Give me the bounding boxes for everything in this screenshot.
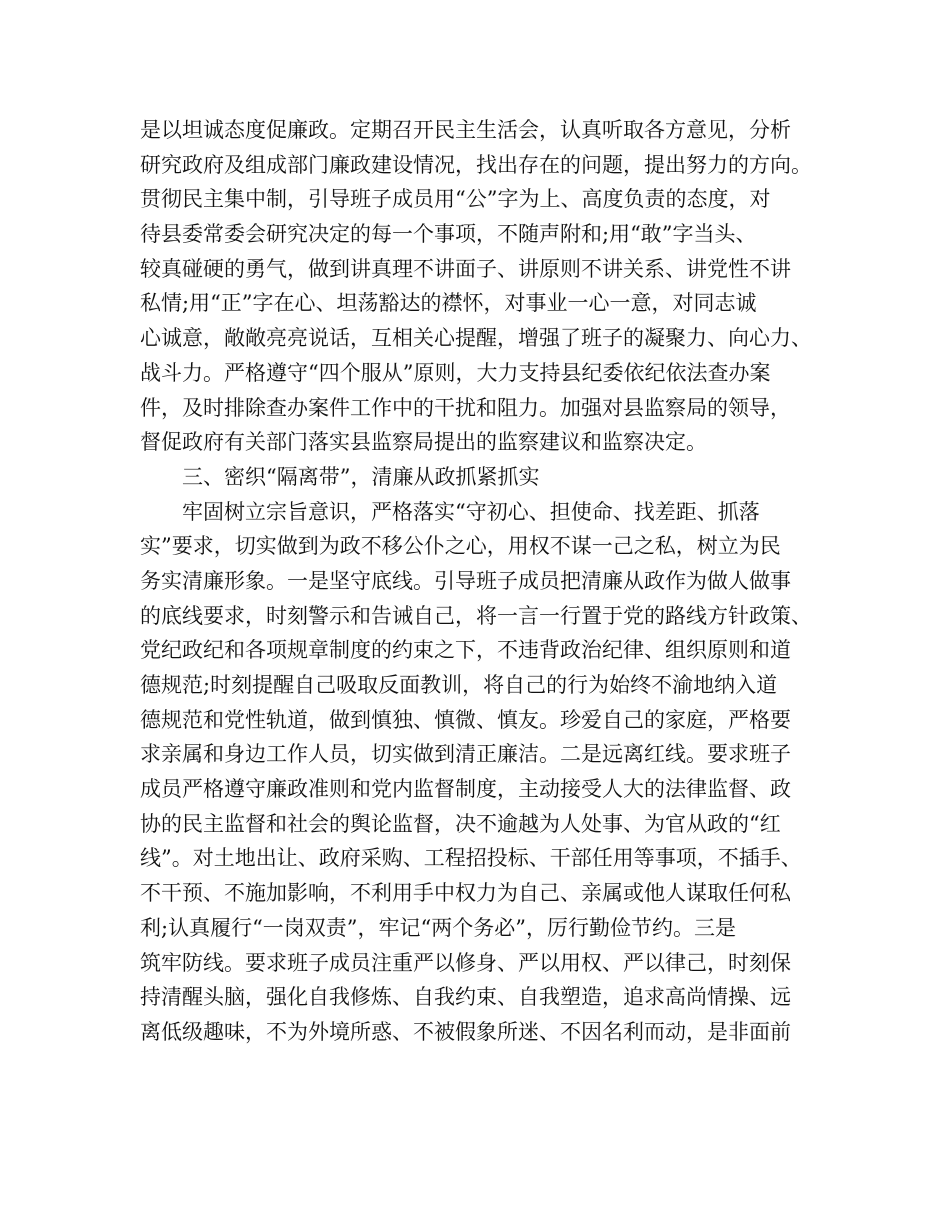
text-line: 战斗力。严格遵守“四个服从”原则，大力支持县纪委依纪依法查办案 [140,360,771,385]
text-line: 不干预、不施加影响，不利用手中权力为自己、亲属或他人谋取任何私 [140,881,791,906]
text-line: 成员严格遵守廉政准则和党内监督制度，主动接受人大的法律监督、政 [140,777,791,802]
text-line: 实”要求，切实做到为政不移公仆之心，用权不谋一己之私，树立为民 [140,534,781,559]
text-line: 私情;用“正”字在心、坦荡豁达的襟怀，对事业一心一意，对同志诚 [140,291,757,316]
text-line: 较真碰硬的勇气，做到讲真理不讲面子、讲原则不讲关系、讲党性不讲 [140,256,791,281]
text-line: 是以坦诚态度促廉政。定期召开民主生活会，认真听取各方意见，分析 [140,118,791,142]
text-line: 待县委常委会研究决定的每一个事项，不随声附和;用“敢”字当头、 [140,222,757,247]
section-heading: 三、密织“隔离带”，清廉从政抓紧抓实 [182,464,540,489]
text-line: 利;认真履行“一岗双责”，牢记“两个务必”，厉行勤俭节约。三是 [140,915,737,940]
text-line: 件，及时排除查办案件工作中的干扰和阻力。加强对县监察局的领导， [140,395,791,420]
text-line: 协的民主监督和社会的舆论监督，决不逾越为人处事、为官从政的“红 [140,811,781,836]
text-line: 德规范和党性轨道，做到慎独、慎微、慎友。珍爱自己的家庭，严格要 [140,707,791,732]
text-line: 持清醒头脑，强化自我修炼、自我约束、自我塑造，追求高尚情操、远 [140,985,791,1010]
text-line: 督促政府有关部门落实县监察局提出的监察建议和监察决定。 [140,430,707,455]
text-line: 筑牢防线。要求班子成员注重严以修身、严以用权、严以律己，时刻保 [140,950,791,975]
text-line: 党纪政纪和各项规章制度的约束之下，不违背政治纪律、组织原则和道 [140,638,791,663]
text-line: 德规范;时刻提醒自己吸取反面教训，将自己的行为始终不渝地纳入道 [140,673,778,697]
text-line: 牢固树立宗旨意识，严格落实“守初心、担使命、找差距、抓落 [182,499,760,524]
body-text [140,113,830,1050]
text-line: 心诚意，敞敞亮亮说话，互相关心提醒，增强了班子的凝聚力、向心力、 [140,326,812,351]
text-line: 的底线要求，时刻警示和告诫自己，将一言一行置于党的路线方针政策、 [140,603,812,628]
text-line: 贯彻民主集中制，引导班子成员用“公”字为上、高度负责的态度，对 [140,187,771,212]
text-line: 求亲属和身边工作人员，切实做到清正廉洁。二是远离红线。要求班子 [140,742,791,767]
text-line: 线”。对土地出让、政府采购、工程招投标、干部任用等事项，不插手、 [140,846,802,871]
text-line: 务实清廉形象。一是坚守底线。引导班子成员把清廉从政作为做人做事 [140,568,791,593]
text-line: 研究政府及组成部门廉政建设情况，找出存在的问题，提出努力的方向。 [140,152,812,177]
text-line: 离低级趣味，不为外境所惑、不被假象所迷、不因名利而动，是非面前 [140,1019,791,1044]
